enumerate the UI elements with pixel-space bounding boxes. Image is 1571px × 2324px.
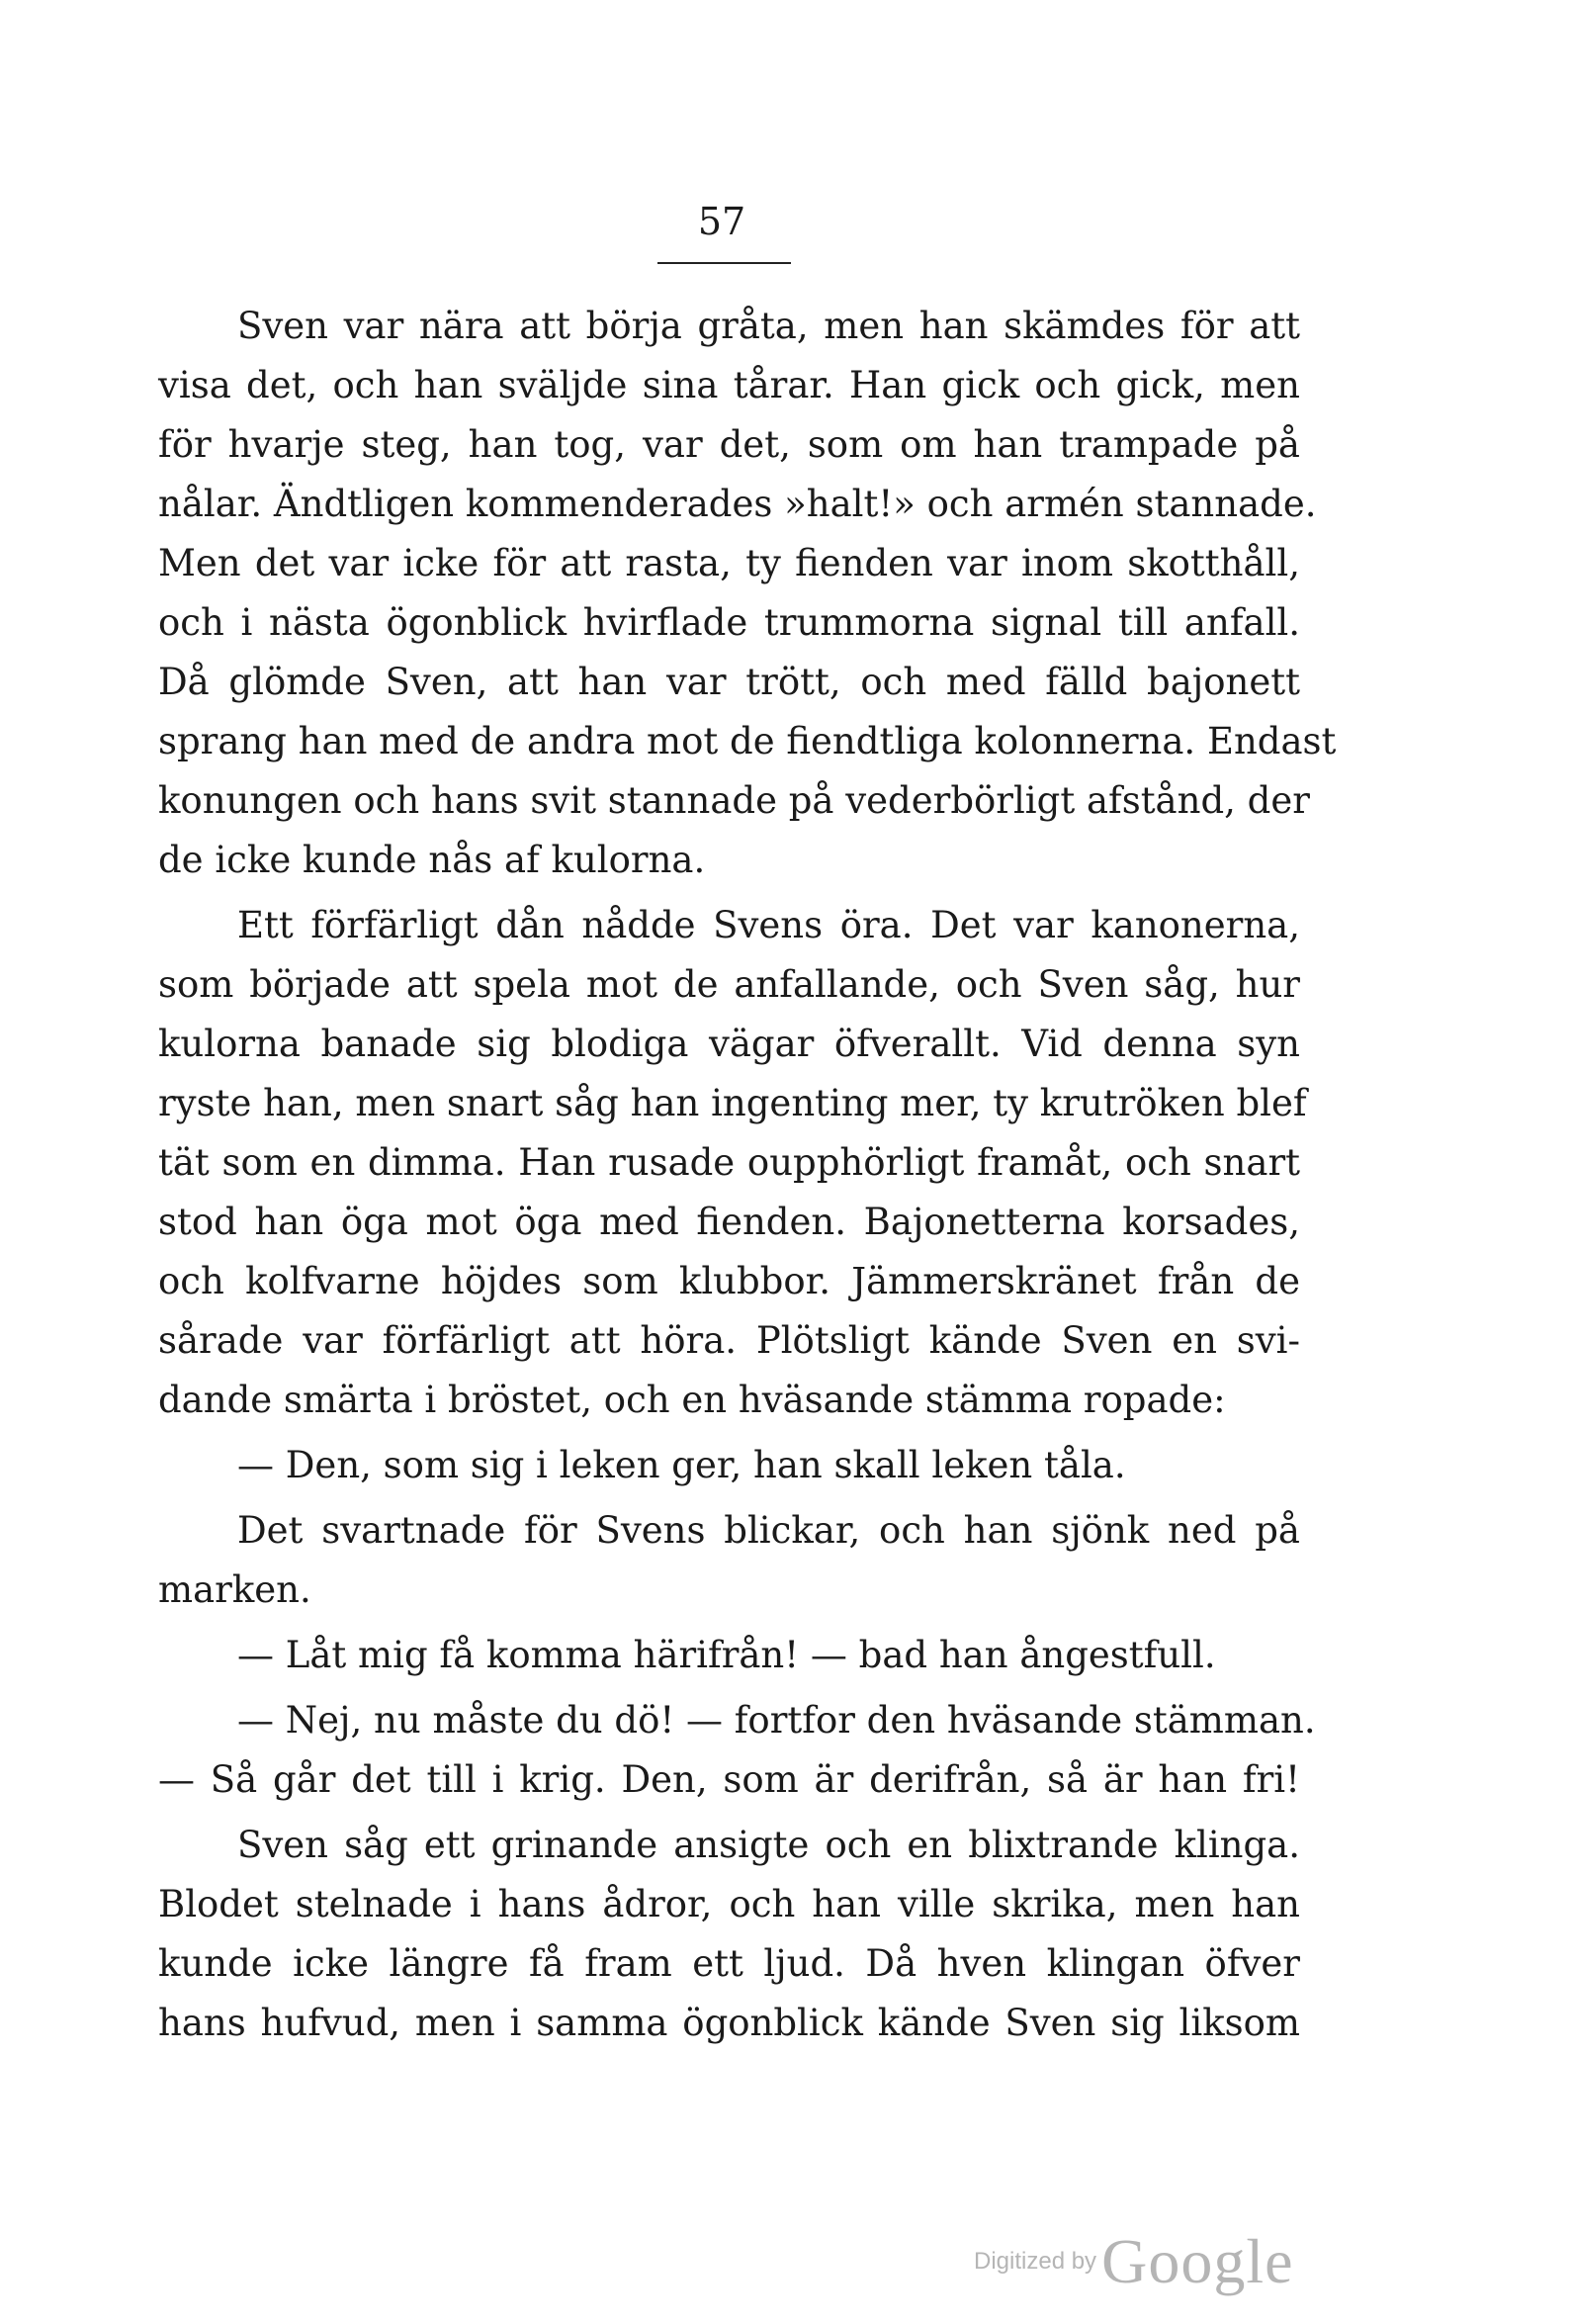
text-line: — Så går det till i krig. Den, som är derifrån, så är han fri! [158, 1758, 1300, 1801]
text-line: de icke kunde nås af kulorna. [158, 839, 706, 881]
text-line: sårade var förfärligt att höra. Plötsligt kände Sven en svi- [158, 1319, 1300, 1362]
text-line: ryste han, men snart såg han ingenting mer, ty krutröken blef [158, 1082, 1307, 1124]
text-line: marken. [158, 1568, 311, 1611]
text-line: — Nej, nu måste du dö! — fortfor den hväsande stämman. [237, 1699, 1316, 1742]
text-line: tät som en dimma. Han rusade oupphörligt framåt, och snart [158, 1141, 1300, 1184]
text-line: — Låt mig få komma härifrån! — bad han ångestfull. [237, 1634, 1216, 1676]
text-line: Ett förfärligt dån nådde Svens öra. Det var kanonerna, [237, 904, 1300, 946]
text-line: kunde icke längre få fram ett ljud. Då hven klingan öfver [158, 1942, 1300, 1985]
text-line: Det svartnade för Svens blickar, och han sjönk ned på [237, 1509, 1300, 1552]
watermark-logo: Google [1101, 2226, 1294, 2296]
text-line: stod han öga mot öga med fienden. Bajonetterna korsades, [158, 1201, 1300, 1243]
text-line: kulorna banade sig blodiga vägar öfverallt. Vid denna syn [158, 1023, 1300, 1065]
text-line: Sven var nära att börja gråta, men han skämdes för att [237, 305, 1300, 347]
paragraph [158, 1816, 1300, 2053]
text-line: dande smärta i bröstet, och en hväsande stämma ropade: [158, 1379, 1226, 1421]
digitized-watermark [974, 2225, 1294, 2298]
text-line: — Den, som sig i leken ger, han skall leken tåla. [237, 1444, 1126, 1486]
text-line: för hvarje steg, han tog, var det, som om han trampade på [158, 423, 1300, 466]
text-line: konungen och hans svit stannade på vederbörligt afstånd, der [158, 779, 1310, 822]
page-number-rule [657, 262, 791, 264]
paragraph [158, 1436, 1300, 1495]
paragraph [158, 297, 1337, 890]
text-line: sprang han med de andra mot de fiendtliga kolonnerna. Endast [158, 720, 1337, 762]
text-line: visa det, och han sväljde sina tårar. Han gick och gick, men [158, 364, 1300, 406]
page-number: 57 [697, 200, 746, 243]
watermark-prefix: Digitized by [974, 2248, 1097, 2275]
text-line: Då glömde Sven, att han var trött, och med fälld bajonett [158, 661, 1300, 703]
text-line: nålar. Ändtligen kommenderades »halt!» och armén stannade. [158, 483, 1317, 525]
text-line: Men det var icke för att rasta, ty fienden var inom skotthåll, [158, 542, 1300, 584]
paragraph [158, 1626, 1300, 1685]
text-line: och i nästa ögonblick hvirflade trummorna signal till anfall. [158, 601, 1300, 644]
text-line: och kolfvarne höjdes som klubbor. Jämmerskränet från de [158, 1260, 1300, 1302]
body-text [158, 297, 1337, 2053]
text-line: Blodet stelnade i hans ådror, och han ville skrika, men han [158, 1883, 1300, 1925]
text-line: hans hufvud, men i samma ögonblick kände Sven sig liksom [158, 2002, 1300, 2044]
paragraph [158, 1501, 1300, 1620]
paragraph [158, 896, 1307, 1430]
text-line: Sven såg ett grinande ansigte och en blixtrande klinga. [237, 1824, 1300, 1866]
paragraph [158, 1691, 1316, 1810]
text-line: som började att spela mot de anfallande, och Sven såg, hur [158, 963, 1300, 1006]
